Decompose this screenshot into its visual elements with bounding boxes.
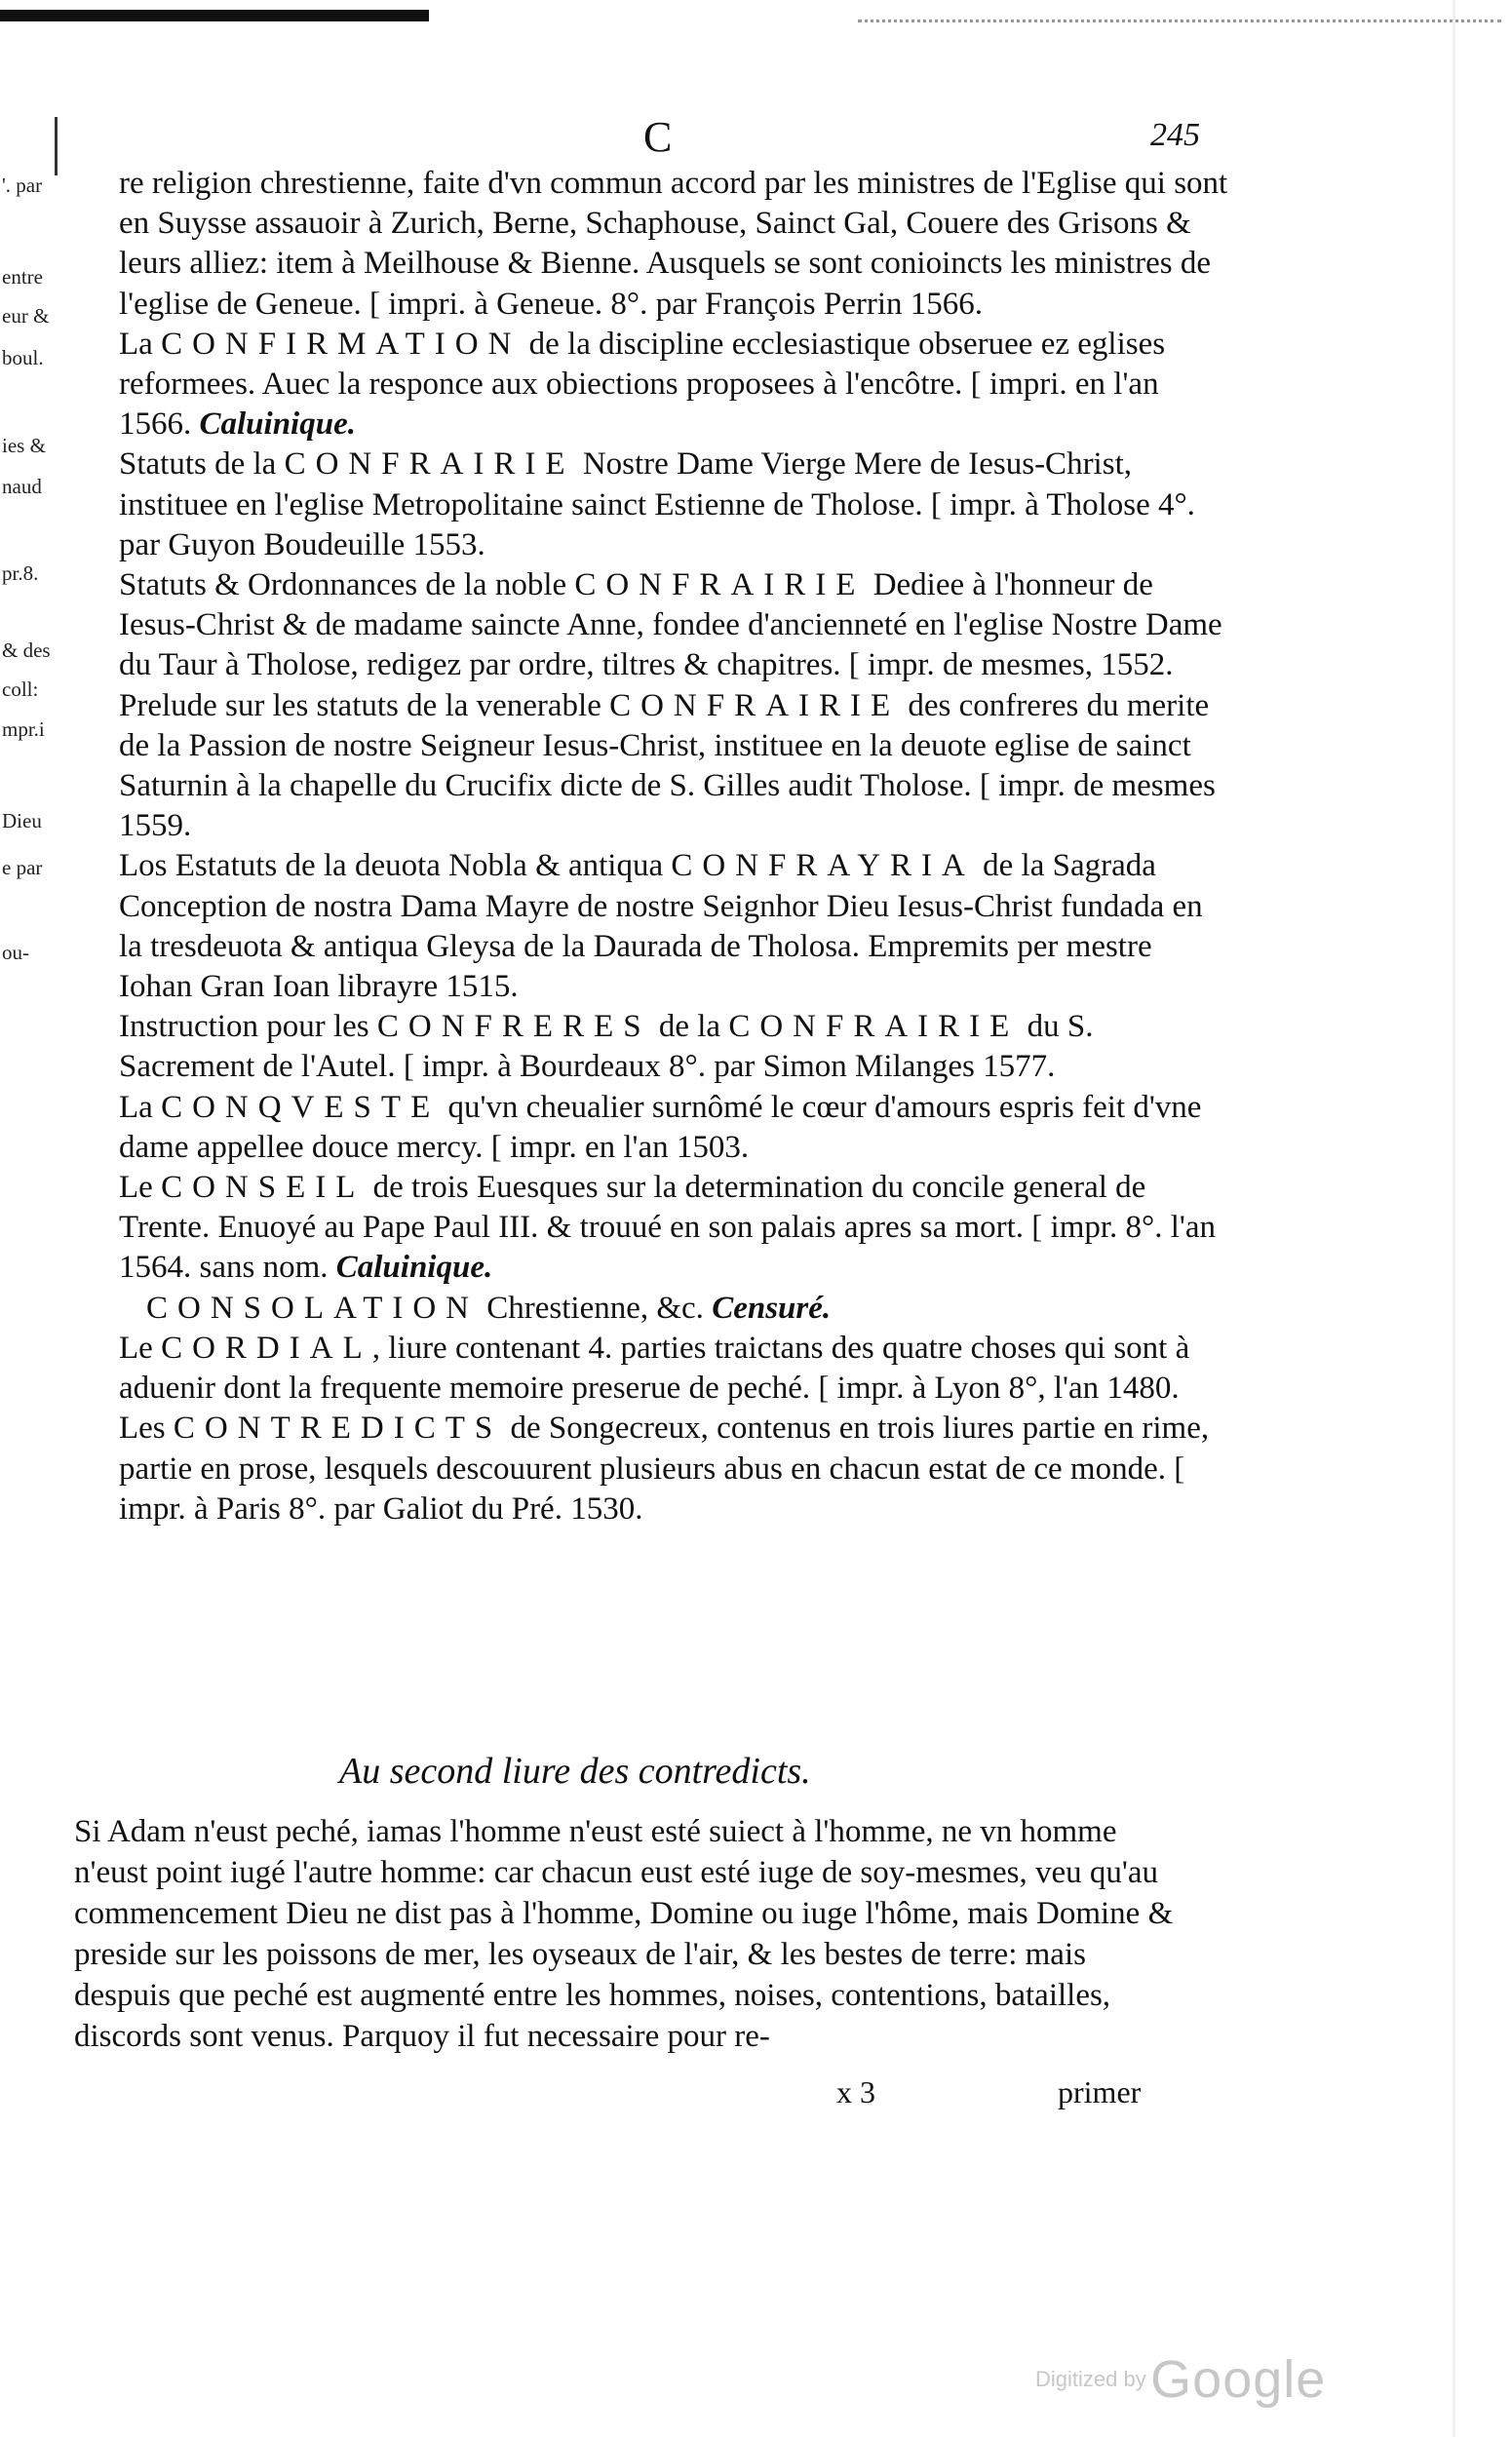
list-item	[119, 445, 1230, 565]
margin-fragment: & des	[2, 638, 51, 662]
entry-note: Censuré.	[712, 1290, 832, 1326]
margin-fragment: boul.	[2, 346, 44, 369]
entry-text: de trois Euesques sur la determination du concile general de Trente. Enuoyé au Pape Paul III. & trouué en son palais apres sa mort. [ impr. 8°. l'an 1564. sans nom.	[119, 1170, 1217, 1286]
entry-keyword: CONFIRMATION	[161, 326, 522, 362]
entry-prefix: Les	[119, 1411, 174, 1447]
entry-prefix: La	[119, 326, 162, 362]
margin-fragment: ies &	[2, 434, 46, 457]
margin-fragment: pr.8.	[2, 561, 39, 585]
entry-keyword: CONQVESTE	[161, 1089, 441, 1125]
entry-text: de Songecreux, contenus en trois liures partie en rime, partie en prose, lesquels descouurent plusieurs abus en chacun estat de ce monde. [ impr. à Paris 8°. par Galiot du Pré. 1530.	[119, 1411, 1210, 1527]
digitization-watermark	[1035, 2349, 1326, 2410]
entry-keyword: CONTREDICTS	[173, 1411, 503, 1447]
top-printed-rule	[0, 10, 429, 21]
entry-keyword: CORDIAL	[161, 1330, 372, 1366]
list-item	[119, 1289, 1230, 1329]
entry-keyword: CONSOLATION	[146, 1290, 479, 1326]
entry-keyword: CONSEIL	[161, 1170, 366, 1206]
list-item	[119, 1168, 1230, 1289]
list-item	[119, 846, 1230, 1007]
entry-keyword: CONFRAYRIA	[671, 848, 975, 884]
entry-prefix: Statuts & Ordonnances de la noble	[119, 567, 575, 603]
entry-prefix: Le	[119, 1170, 162, 1206]
entry-prefix: La	[119, 1089, 162, 1125]
entry-prefix: Le	[119, 1330, 162, 1366]
entry-text: du S. Sacrement de l'Autel. [ impr. à Bourdeaux 8°. par Simon Milanges 1577.	[119, 1009, 1094, 1085]
section-heading-text: Au second liure des contredicts.	[339, 1751, 811, 1792]
margin-fragment: coll:	[2, 677, 39, 701]
entry-note: Caluinique.	[199, 406, 356, 443]
list-item	[119, 1088, 1230, 1168]
entry-text: des confreres du merite de la Passion de nostre Seigneur Iesus-Christ, instituee en la deuote eglise de sainct Saturnin à la chapelle du Crucifix dicte de S. Gilles audit Tholose. [ impr. de mesmes 1559.	[119, 687, 1216, 844]
list-item	[119, 1007, 1230, 1087]
page-edge-shadow	[1453, 0, 1455, 2437]
entry-text: Dediee à l'honneur de Iesus-Christ & de madame saincte Anne, fondee d'ancienneté en l'eglise Nostre Dame du Taur à Tholose, redigez par ordre, tiltres & chapitres. [ impr. de mesmes, 1552.	[119, 567, 1222, 683]
entry-keyword: CONFRAIRIE	[609, 687, 901, 723]
margin-fragment: '. par	[2, 174, 43, 197]
list-item	[119, 1329, 1230, 1409]
entry-text: de la discipline ecclesiastique obseruee ez eglises reformees. Auec la responce aux obiections proposees à l'encôtre. [ impri. en l'an 1566.	[119, 326, 1166, 443]
entry-note: Caluinique.	[335, 1250, 493, 1286]
entry-prefix: Instruction pour les	[119, 1009, 377, 1045]
section-heading	[339, 1750, 811, 1793]
entry-text: , liure contenant 4. parties traictans des quatre choses qui sont à aduenir dont la frequente memoire preserue de peché. [ impr. à Lyon 8°, l'an 1480.	[119, 1330, 1190, 1407]
list-item	[119, 565, 1230, 686]
entry-list	[119, 164, 1230, 1529]
entry-keyword: CONFRAIRIE	[574, 567, 866, 603]
entry-prefix: Prelude sur les statuts de la venerable	[119, 687, 610, 723]
margin-fragment: e par	[2, 856, 43, 879]
entry-text: Chrestienne, &c.	[479, 1290, 713, 1326]
margin-fragment: Dieu	[2, 809, 42, 832]
entry-text: de la	[650, 1009, 729, 1045]
watermark-prefix: Digitized by	[1035, 2367, 1146, 2391]
entry-text: Nostre Dame Vierge Mere de Iesus-Christ, instituee en l'eglise Metropolitaine sainct Estienne de Tholose. [ impr. à Tholose 4°. par Guyon Boudeuille 1553.	[119, 446, 1195, 562]
catchword: primer	[1058, 2074, 1142, 2109]
margin-fragment: ou-	[2, 941, 29, 964]
list-item	[119, 1409, 1230, 1529]
entry-keyword: CONFRAIRIE	[284, 446, 575, 483]
margin-fragment: entre	[2, 265, 43, 289]
entry-prefix: Statuts de la	[119, 446, 285, 483]
page-number: 245	[1150, 117, 1200, 153]
list-item	[119, 164, 1230, 325]
entry-keyword: CONFRERES	[376, 1009, 651, 1045]
top-edge-specks	[858, 2, 1501, 22]
section-body: Si Adam n'eust peché, iamas l'homme n'eust esté suiect à l'homme, ne vn homme n'eust point iugé l'autre homme: car chacun eust esté iuge de soy-mesmes, veu qu'au commencement Dieu ne dist pas à l'homme, Domine ou iuge l'hôme, mais Domine & preside sur les poissons de mer, les oyseaux de l'air, & les bestes de terre: mais despuis que peché est augmenté entre les hommes, noises, contentions, batailles, discords sont venus. Parquoy il fut necessaire pour re-	[74, 1814, 1174, 2054]
list-item	[119, 686, 1230, 847]
signature-mark: x 3	[836, 2074, 875, 2109]
margin-fragment: naud	[2, 475, 42, 498]
entry-text: qu'vn cheualier surnômé le cœur d'amours espris feit d'vne dame appellee douce mercy. [ impr. en l'an 1503.	[119, 1089, 1202, 1165]
list-item	[119, 325, 1230, 445]
left-margin-fragments	[0, 0, 58, 2437]
entry-prefix: Los Estatuts de la deuota Nobla & antiqua	[119, 848, 672, 884]
margin-fragment: mpr.i	[2, 717, 45, 741]
entry-text: re religion chrestienne, faite d'vn commun accord par les ministres de l'Eglise qui sont en Suysse assauoir à Zurich, Berne, Schaphouse, Sainct Gal, Couere des Grisons & leurs alliez: item à Meilhouse & Bienne. Ausquels se sont conioincts les ministres de l'eglise de Geneue. [ impri. à Geneue. 8°. par François Perrin 1566.	[119, 166, 1228, 322]
margin-fragment: eur &	[2, 304, 50, 328]
google-logo: Google	[1150, 2350, 1327, 2409]
entry-text: de la Sagrada Conception de nostra Dama Mayre de nostre Seignhor Dieu Iesus-Christ fundada en la tresdeuota & antiqua Gleysa de la Daurada de Tholosa. Empremits per mestre Iohan Gran Ioan librayre 1515.	[119, 848, 1203, 1005]
entry-keyword: CONFRAIRIE	[728, 1009, 1020, 1045]
running-head-letter: C	[643, 113, 673, 161]
